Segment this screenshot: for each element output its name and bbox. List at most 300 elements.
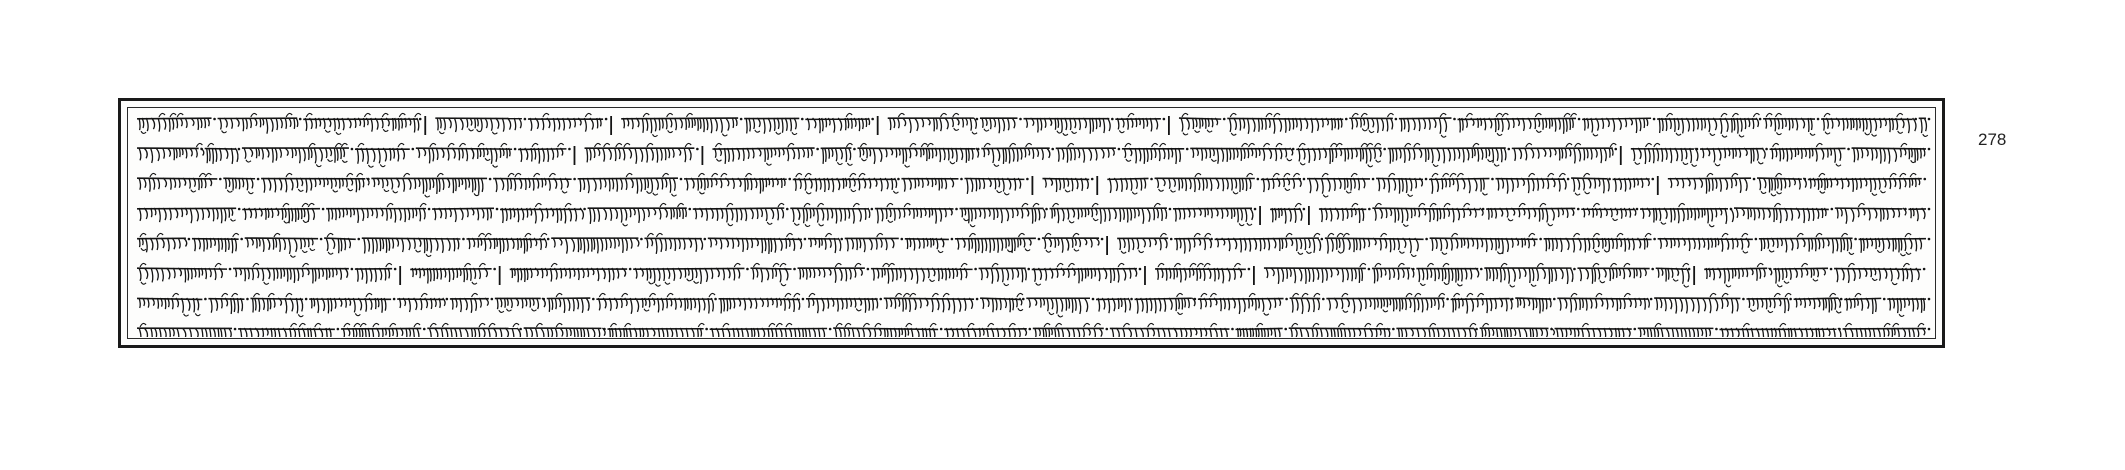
ink-glyph-stroke	[219, 148, 227, 161]
ink-glyph-stroke	[1214, 268, 1219, 281]
ink-tsheg-dot	[714, 298, 717, 301]
ink-tsheg-dot	[351, 148, 354, 151]
ink-glyph-stroke	[1176, 298, 1180, 311]
ink-vowel-mark	[1816, 143, 1822, 147]
ink-tsheg-dot	[1248, 268, 1251, 271]
ink-glyph-stroke	[1185, 178, 1191, 191]
ink-glyph-stroke	[962, 208, 966, 217]
ink-glyph-stroke	[1399, 298, 1402, 311]
ink-glyph-stroke	[1782, 268, 1787, 280]
ink-glyph-stroke	[630, 208, 636, 217]
ink-glyph-stroke	[436, 178, 440, 194]
ink-glyph-stroke	[1129, 268, 1136, 279]
ink-glyph-stroke	[890, 118, 895, 130]
ink-glyph-stroke	[1294, 268, 1302, 283]
ink-glyph-stroke	[1837, 208, 1842, 218]
ink-glyph-stroke	[526, 328, 533, 337]
ink-glyph-stroke	[1616, 268, 1620, 278]
ink-tsheg-dot	[188, 238, 191, 241]
ink-glyph-stroke	[1609, 148, 1613, 158]
ink-glyph-stroke	[1321, 178, 1330, 194]
ink-glyph-stroke	[886, 208, 891, 219]
ink-tsheg-dot	[1446, 298, 1449, 301]
ink-subscript-mark	[1813, 279, 1818, 281]
ink-glyph-stroke	[1083, 328, 1091, 337]
ink-tsheg-dot	[1392, 328, 1395, 331]
ink-glyph-stroke	[328, 298, 332, 313]
ink-glyph-stroke	[1697, 328, 1702, 337]
ink-glyph-stroke	[151, 268, 158, 282]
ink-glyph-stroke	[1653, 208, 1656, 223]
ink-glyph-stroke	[580, 178, 585, 192]
ink-subscript-mark	[141, 131, 146, 133]
ink-glyph-stroke	[312, 268, 316, 283]
ink-glyph-stroke	[533, 178, 539, 191]
ink-glyph-stroke	[511, 298, 519, 308]
ink-tsheg-dot	[871, 208, 874, 211]
ink-glyph-stroke	[1157, 268, 1163, 280]
ink-glyph-stroke	[833, 118, 842, 133]
ink-glyph-stroke	[823, 268, 831, 277]
ink-glyph-stroke	[263, 178, 271, 193]
ink-glyph-stroke	[642, 118, 648, 133]
ink-vowel-mark	[299, 323, 305, 327]
ink-tsheg-dot	[1755, 238, 1758, 241]
ink-glyph-stroke	[170, 178, 176, 190]
ink-glyph-stroke	[471, 328, 475, 337]
ink-glyph-stroke	[548, 178, 556, 191]
ink-vowel-mark	[1177, 293, 1183, 297]
ink-glyph-stroke	[798, 148, 805, 159]
ink-glyph-stroke	[1685, 298, 1693, 313]
ink-vowel-mark	[1540, 203, 1546, 207]
ink-glyph-stroke	[659, 118, 663, 130]
ink-glyph-stroke	[185, 118, 194, 128]
ink-glyph-stroke	[886, 298, 892, 309]
ink-vowel-mark	[1526, 143, 1532, 147]
ink-glyph-stroke	[1779, 208, 1787, 223]
text-line	[133, 259, 1932, 289]
ink-tsheg-dot	[1539, 238, 1542, 241]
ink-vowel-mark	[1073, 233, 1079, 237]
ink-vowel-mark	[1375, 263, 1381, 267]
ink-tsheg-dot	[871, 118, 874, 121]
ink-subscript-mark	[141, 282, 146, 284]
ink-tsheg-dot	[1019, 118, 1022, 121]
ink-subscript-mark	[316, 164, 321, 166]
ink-vowel-mark	[205, 173, 211, 177]
ink-subscript-mark	[1072, 131, 1077, 133]
ink-tsheg-dot	[976, 118, 979, 121]
ink-subscript-mark	[1195, 130, 1200, 132]
ink-glyph-stroke	[326, 238, 335, 251]
ink-glyph-stroke	[1073, 328, 1080, 337]
ink-glyph-stroke	[169, 328, 174, 337]
ink-vowel-mark	[140, 233, 146, 237]
ink-vowel-mark	[306, 113, 312, 117]
ink-glyph-stroke	[549, 298, 553, 312]
ink-vowel-mark	[883, 263, 889, 267]
ink-glyph-stroke	[1021, 208, 1029, 218]
ink-glyph-stroke	[161, 268, 169, 281]
ink-vowel-mark	[650, 293, 656, 297]
ink-vowel-mark	[1753, 113, 1759, 117]
ink-vowel-mark	[785, 293, 791, 297]
ink-headline-stroke	[857, 148, 975, 149]
ink-glyph-stroke	[1634, 268, 1637, 278]
ink-glyph-stroke	[677, 208, 681, 219]
ink-glyph-stroke	[1501, 118, 1509, 132]
ink-glyph-stroke	[1330, 268, 1338, 277]
ink-glyph-stroke	[807, 148, 812, 158]
ink-glyph-stroke	[514, 118, 521, 130]
ink-vowel-mark	[625, 323, 631, 327]
ink-glyph-stroke	[1549, 118, 1552, 129]
ink-vowel-mark	[1322, 173, 1328, 177]
ink-glyph-stroke	[865, 208, 870, 220]
ink-glyph-stroke	[1502, 238, 1509, 254]
ink-glyph-stroke	[790, 118, 796, 131]
ink-tsheg-dot	[1170, 238, 1173, 241]
ink-subscript-mark	[310, 248, 315, 250]
ink-subscript-mark	[1046, 250, 1051, 252]
ink-glyph-stroke	[158, 178, 167, 189]
ink-glyph-stroke	[488, 328, 496, 337]
ink-glyph-stroke	[665, 148, 670, 160]
ink-vowel-mark	[344, 323, 350, 327]
ink-glyph-stroke	[1756, 268, 1760, 281]
ink-glyph-stroke	[190, 208, 198, 223]
ink-vowel-mark	[448, 143, 454, 147]
ink-vowel-mark	[961, 263, 967, 267]
ink-glyph-stroke	[484, 238, 491, 251]
ink-tsheg-dot	[1482, 208, 1485, 211]
ink-glyph-stroke	[459, 328, 467, 337]
ink-glyph-stroke	[1278, 268, 1284, 284]
ink-glyph-stroke	[945, 178, 954, 189]
ink-glyph-stroke	[981, 268, 988, 280]
ink-glyph-stroke	[424, 238, 427, 253]
ink-vowel-mark	[1257, 323, 1263, 327]
ink-glyph-stroke	[1468, 178, 1477, 193]
ink-vowel-mark	[1266, 113, 1272, 117]
ink-glyph-stroke	[194, 238, 200, 251]
ink-glyph-stroke	[1181, 118, 1189, 132]
ink-vowel-mark	[1443, 263, 1449, 267]
ink-glyph-stroke	[202, 208, 210, 220]
ink-glyph-stroke	[1079, 298, 1088, 314]
ink-subscript-mark	[1548, 223, 1553, 225]
text-line-ink	[133, 319, 1932, 337]
ink-vowel-mark	[1439, 293, 1445, 297]
text-line	[133, 139, 1932, 169]
ink-vowel-mark	[140, 323, 146, 327]
ink-glyph-stroke	[1414, 298, 1419, 312]
ink-vowel-mark	[1118, 263, 1124, 267]
ink-glyph-stroke	[967, 178, 973, 194]
ink-glyph-stroke	[1239, 178, 1243, 192]
ink-glyph-stroke	[1738, 268, 1743, 279]
ink-vowel-mark	[286, 173, 292, 177]
ink-tsheg-dot	[1765, 148, 1768, 151]
ink-vowel-mark	[898, 113, 904, 117]
ink-subscript-mark	[328, 252, 333, 254]
ink-glyph-stroke	[970, 118, 976, 131]
ink-glyph-stroke	[964, 298, 972, 311]
ink-glyph-stroke	[1330, 148, 1333, 164]
ink-glyph-stroke	[1108, 298, 1115, 313]
ink-glyph-stroke	[1055, 238, 1059, 248]
ink-glyph-stroke	[637, 178, 642, 194]
ink-glyph-stroke	[434, 208, 441, 220]
ink-glyph-stroke	[176, 118, 182, 128]
ink-tsheg-dot	[1345, 118, 1348, 121]
ink-glyph-stroke	[646, 238, 652, 248]
ink-vowel-mark	[1548, 173, 1554, 177]
ink-glyph-stroke	[1623, 268, 1631, 279]
ink-headline-stroke	[362, 238, 461, 239]
ink-glyph-stroke	[1522, 118, 1530, 131]
ink-glyph-stroke	[1062, 328, 1070, 337]
ink-tsheg-dot	[1830, 268, 1833, 271]
ink-vowel-mark	[805, 173, 811, 177]
ink-glyph-stroke	[294, 268, 299, 283]
ink-vowel-mark	[1774, 293, 1780, 297]
ink-glyph-stroke	[429, 178, 433, 190]
ink-glyph-stroke	[1708, 118, 1717, 132]
ink-subscript-mark	[893, 191, 898, 193]
ink-glyph-stroke	[1221, 208, 1228, 219]
ink-glyph-stroke	[1175, 148, 1180, 164]
ink-tsheg-dot	[394, 268, 397, 271]
ink-subscript-mark	[794, 223, 799, 225]
ink-vowel-mark	[969, 233, 975, 237]
ink-subscript-mark	[766, 163, 771, 165]
ink-glyph-stroke	[1534, 118, 1539, 129]
ink-glyph-stroke	[1117, 268, 1126, 283]
ink-glyph-stroke	[610, 208, 617, 221]
ink-glyph-stroke	[1555, 118, 1561, 132]
ink-glyph-stroke	[308, 148, 312, 160]
ink-tsheg-dot	[1284, 328, 1287, 331]
ink-glyph-stroke	[1222, 268, 1230, 283]
ink-glyph-stroke	[386, 238, 390, 253]
ink-glyph-stroke	[1656, 298, 1662, 310]
ink-glyph-stroke	[252, 268, 259, 280]
ink-glyph-stroke	[1724, 268, 1729, 283]
ink-glyph-stroke	[1640, 328, 1645, 337]
ink-glyph-stroke	[202, 328, 207, 337]
ink-glyph-stroke	[534, 208, 542, 223]
ink-glyph-stroke	[992, 148, 1000, 163]
ink-vowel-mark	[1903, 263, 1909, 267]
ink-glyph-stroke	[1514, 148, 1522, 161]
ink-glyph-stroke	[1889, 118, 1893, 132]
ink-glyph-stroke	[1845, 208, 1854, 224]
ink-glyph-stroke	[191, 268, 196, 279]
ink-glyph-stroke	[700, 268, 708, 284]
ink-vowel-mark	[988, 323, 994, 327]
ink-glyph-stroke	[1694, 178, 1703, 190]
ink-glyph-stroke	[931, 298, 939, 312]
ink-vowel-mark	[1365, 323, 1371, 327]
ink-glyph-stroke	[1448, 268, 1453, 283]
ink-subscript-mark	[964, 218, 969, 220]
ink-subscript-mark	[1074, 249, 1079, 251]
ink-glyph-stroke	[616, 178, 622, 192]
ink-glyph-stroke	[674, 238, 680, 251]
ink-glyph-stroke	[146, 238, 153, 252]
ink-vowel-mark	[850, 173, 856, 177]
ink-glyph-stroke	[672, 148, 681, 158]
ink-tsheg-dot	[1139, 268, 1142, 271]
ink-subscript-mark	[1488, 159, 1493, 161]
ink-glyph-stroke	[708, 298, 713, 313]
ink-glyph-stroke	[471, 298, 477, 313]
ink-tsheg-dot	[257, 178, 260, 181]
ink-tsheg-dot	[1026, 178, 1029, 181]
ink-glyph-stroke	[863, 238, 872, 252]
ink-glyph-stroke	[957, 238, 965, 250]
ink-tsheg-dot	[1130, 298, 1133, 301]
ink-glyph-stroke	[1393, 298, 1397, 311]
ink-glyph-stroke	[436, 148, 444, 160]
ink-vowel-mark	[1068, 143, 1074, 147]
ink-glyph-stroke	[1002, 178, 1011, 192]
ink-subscript-mark	[302, 250, 307, 252]
ink-vowel-mark	[1361, 113, 1367, 117]
ink-tsheg-dot	[367, 178, 370, 181]
ink-vowel-mark	[479, 323, 485, 327]
ink-glyph-stroke	[472, 178, 476, 192]
ink-glyph-stroke	[1055, 118, 1059, 130]
ink-vowel-mark	[335, 143, 341, 147]
ink-glyph-stroke	[727, 298, 731, 311]
ink-glyph-stroke	[968, 208, 972, 223]
ink-vowel-mark	[1336, 143, 1342, 147]
ink-tsheg-dot	[1817, 118, 1820, 121]
ink-vowel-mark	[525, 233, 531, 237]
ink-glyph-stroke	[635, 148, 643, 164]
ink-glyph-stroke	[665, 238, 671, 251]
ink-glyph-stroke	[392, 238, 398, 249]
ink-glyph-stroke	[1709, 298, 1718, 313]
ink-vowel-mark	[1646, 143, 1652, 147]
ink-glyph-stroke	[1624, 178, 1630, 192]
ink-glyph-stroke	[1149, 238, 1156, 247]
ink-subscript-mark	[1497, 251, 1502, 253]
ink-tsheg-dot	[1038, 238, 1041, 241]
ink-glyph-stroke	[1228, 298, 1235, 310]
ink-tsheg-dot	[705, 328, 708, 331]
ink-glyph-stroke	[1871, 148, 1877, 161]
ink-glyph-stroke	[663, 268, 670, 281]
ink-tsheg-dot	[337, 328, 340, 331]
ink-glyph-stroke	[872, 298, 877, 310]
ink-vowel-mark	[157, 233, 163, 237]
ink-subscript-mark	[905, 165, 910, 167]
ink-subscript-mark	[672, 194, 677, 196]
ink-vowel-mark	[887, 203, 893, 207]
ink-vowel-mark	[780, 263, 786, 267]
ink-tsheg-dot	[200, 148, 203, 151]
ink-subscript-mark	[972, 132, 977, 134]
ink-vowel-mark	[1824, 113, 1830, 117]
ink-vowel-mark	[465, 263, 471, 267]
ink-subscript-mark	[222, 130, 227, 132]
ink-glyph-stroke	[1579, 298, 1583, 310]
ink-glyph-stroke	[1482, 328, 1486, 337]
ink-glyph-stroke	[1545, 328, 1554, 337]
ink-glyph-stroke	[296, 178, 302, 188]
ink-glyph-stroke	[1159, 238, 1167, 250]
ink-vowel-mark	[274, 233, 280, 237]
ink-glyph-stroke	[721, 298, 725, 313]
ink-glyph-stroke	[1209, 148, 1214, 158]
ink-glyph-stroke	[1472, 148, 1475, 158]
ink-glyph-stroke	[1103, 118, 1110, 133]
ink-glyph-stroke	[939, 148, 945, 162]
ink-glyph-stroke	[1238, 298, 1245, 314]
ink-vowel-mark	[173, 293, 179, 297]
ink-tsheg-dot	[976, 298, 979, 301]
ink-headline-stroke	[1372, 208, 1480, 209]
ink-vowel-mark	[1467, 293, 1473, 297]
ink-glyph-stroke	[267, 298, 271, 311]
ink-vowel-mark	[1564, 113, 1570, 117]
ink-vowel-mark	[302, 203, 308, 207]
ink-vowel-mark	[1194, 233, 1200, 237]
ink-glyph-stroke	[772, 268, 776, 279]
ink-glyph-stroke	[1411, 208, 1415, 218]
ink-glyph-stroke	[817, 208, 824, 223]
ink-glyph-stroke	[1176, 238, 1181, 250]
ink-vowel-mark	[846, 113, 852, 117]
ink-vowel-mark	[1234, 263, 1240, 267]
ink-subscript-mark	[1715, 163, 1720, 165]
ink-glyph-stroke	[1093, 328, 1102, 337]
ink-glyph-stroke	[1211, 208, 1218, 218]
ink-glyph-stroke	[1644, 118, 1648, 128]
ink-tsheg-dot	[786, 208, 789, 211]
ink-tsheg-dot	[1730, 208, 1733, 211]
ink-vowel-mark	[1766, 113, 1772, 117]
ink-vowel-mark	[826, 233, 832, 237]
ink-glyph-stroke	[445, 208, 451, 219]
ink-glyph-stroke	[1390, 148, 1394, 164]
ink-glyph-stroke	[376, 208, 383, 218]
ink-glyph-stroke	[299, 148, 305, 163]
ink-glyph-stroke	[1304, 238, 1310, 250]
ink-vowel-mark	[685, 143, 691, 147]
ink-vowel-mark	[489, 323, 495, 327]
ink-glyph-stroke	[1285, 238, 1293, 248]
ink-subscript-mark	[856, 309, 861, 311]
ink-glyph-stroke	[1265, 118, 1270, 130]
ink-glyph-stroke	[1266, 268, 1274, 278]
ink-glyph-stroke	[232, 178, 236, 191]
ink-glyph-stroke	[1678, 208, 1685, 223]
ink-tsheg-dot	[802, 298, 805, 301]
ink-glyph-stroke	[1204, 238, 1212, 250]
ink-vowel-mark	[291, 323, 297, 327]
ink-glyph-stroke	[609, 268, 614, 282]
ink-tsheg-dot	[746, 268, 749, 271]
ink-vowel-mark	[1858, 203, 1864, 207]
ink-subscript-mark	[1306, 251, 1311, 253]
ink-glyph-stroke	[1380, 268, 1386, 277]
ink-glyph-stroke	[854, 268, 862, 278]
